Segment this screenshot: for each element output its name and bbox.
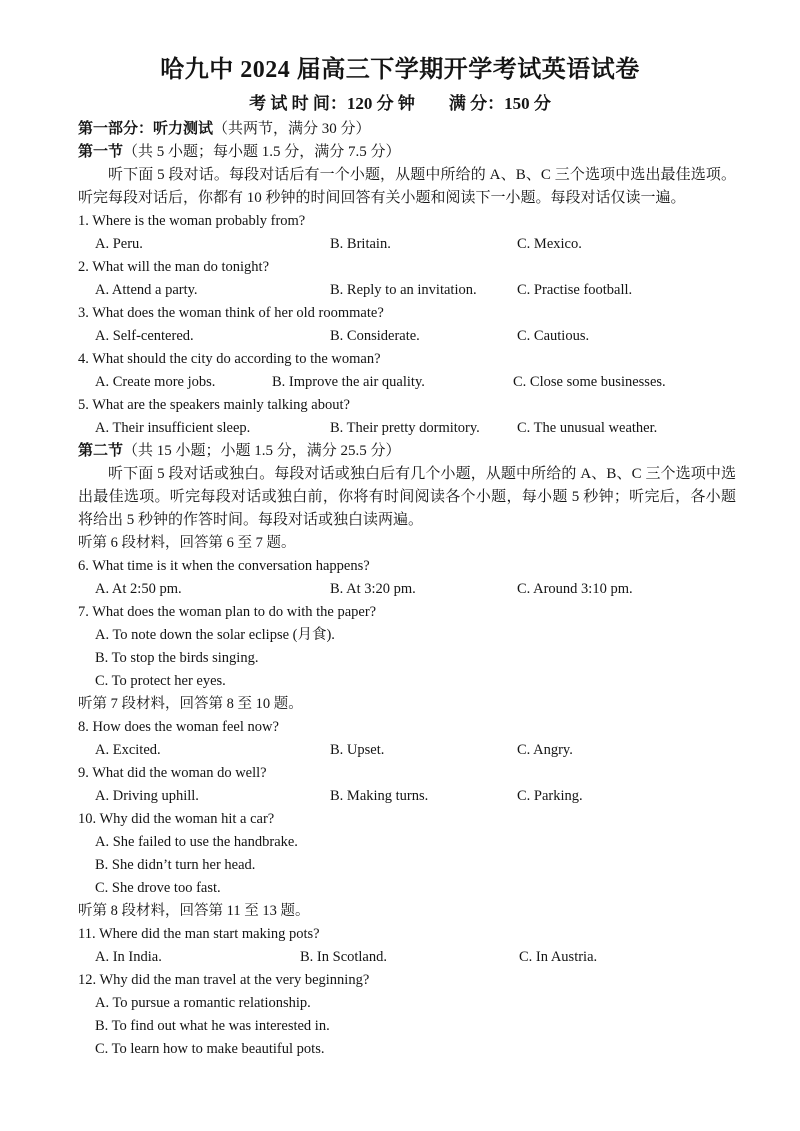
material-7-note: 听第 7 段材料，回答第 8 至 10 题。 <box>78 696 303 712</box>
option-a: A. To pursue a romantic relationship. <box>95 995 311 1011</box>
option-a: A. At 2:50 pm. <box>95 581 182 597</box>
option-b: B. At 3:20 pm. <box>330 581 416 597</box>
question-12: 12. Why did the man travel at the very beginning? <box>78 972 370 988</box>
section1-heading-label: 第一节 <box>78 144 124 160</box>
question-8-options <box>78 739 736 762</box>
section2-instructions: 听下面 5 段对话或独白。每段对话或独白后有几个小题，从题中所给的 A、B、C 三个选项中选出最佳选项。听完每段对话或独白前，你将有时间阅读各个小题，每小题 5 秒钟；听完后，各小题将给出 5 秒钟的作答时间。每段对话或独白读两遍。 <box>78 466 736 528</box>
option-c: C. In Austria. <box>519 949 598 965</box>
option-a: A. To note down the solar eclipse (月食). <box>95 627 335 643</box>
option-b: B. Considerate. <box>330 328 420 344</box>
question-6-options <box>78 578 736 601</box>
option-c: C. To learn how to make beautiful pots. <box>95 1041 325 1057</box>
option-b: B. To find out what he was interested in. <box>95 1018 330 1034</box>
option-b: B. Their pretty dormitory. <box>330 420 480 436</box>
section1-heading <box>78 141 736 164</box>
question-9-options <box>78 785 736 808</box>
question-1: 1. Where is the woman probably from? <box>78 213 306 229</box>
question-9: 9. What did the woman do well? <box>78 765 267 781</box>
option-a: A. Excited. <box>95 742 161 758</box>
option-b: B. Britain. <box>330 236 391 252</box>
question-6: 6. What time is it when the conversation happens? <box>78 558 370 574</box>
option-b: B. Improve the air quality. <box>272 374 425 390</box>
question-10: 10. Why did the woman hit a car? <box>78 811 275 827</box>
question-11: 11. Where did the man start making pots? <box>78 926 320 942</box>
section2-heading-label: 第二节 <box>78 443 124 459</box>
section2-heading-note: （共 15 小题；小题 1.5 分，满分 25.5 分） <box>123 443 401 459</box>
question-5: 5. What are the speakers mainly talking about? <box>78 397 350 413</box>
option-c: C. Parking. <box>517 788 583 804</box>
option-a: A. In India. <box>95 949 162 965</box>
option-b: B. To stop the birds singing. <box>95 650 259 666</box>
question-5-options <box>78 417 736 440</box>
section2-heading <box>78 440 736 463</box>
question-1-options <box>78 233 736 256</box>
question-3: 3. What does the woman think of her old roommate? <box>78 305 384 321</box>
option-c: C. Mexico. <box>517 236 582 252</box>
material-6-note: 听第 6 段材料，回答第 6 至 7 题。 <box>78 535 296 551</box>
option-c: C. Cautious. <box>517 328 590 344</box>
option-a: A. Their insufficient sleep. <box>95 420 251 436</box>
part1-heading <box>78 118 736 141</box>
exam-content <box>78 118 736 1061</box>
exam-total-score: 满 分：150 分 <box>448 94 551 113</box>
option-b: B. She didn’t turn her head. <box>95 857 256 873</box>
question-2: 2. What will the man do tonight? <box>78 259 270 275</box>
option-c: C. Close some businesses. <box>513 374 666 390</box>
part1-heading-label: 第一部分：听力测试 <box>78 121 214 137</box>
question-8: 8. How does the woman feel now? <box>78 719 279 735</box>
exam-subtitle <box>0 92 800 116</box>
option-b: B. In Scotland. <box>300 949 387 965</box>
question-2-options <box>78 279 736 302</box>
exam-title: 哈九中 2024 届高三下学期开学考试英语试卷 <box>160 57 640 83</box>
exam-duration: 考 试 时 间：120 分 钟 <box>249 94 415 113</box>
option-c: C. Practise football. <box>517 282 633 298</box>
option-a: A. Driving uphill. <box>95 788 199 804</box>
option-b: B. Reply to an invitation. <box>330 282 477 298</box>
option-b: B. Upset. <box>330 742 385 758</box>
question-7: 7. What does the woman plan to do with the paper? <box>78 604 377 620</box>
option-c: C. She drove too fast. <box>95 880 221 896</box>
part1-heading-note: （共两节，满分 30 分） <box>213 121 371 137</box>
option-a: A. Self-centered. <box>95 328 194 344</box>
material-8-note: 听第 8 段材料，回答第 11 至 13 题。 <box>78 903 310 919</box>
question-3-options <box>78 325 736 348</box>
question-4-options <box>78 371 736 394</box>
option-c: C. Around 3:10 pm. <box>517 581 633 597</box>
option-a: A. Attend a party. <box>95 282 198 298</box>
option-a: A. Peru. <box>95 236 143 252</box>
option-c: C. Angry. <box>517 742 573 758</box>
option-b: B. Making turns. <box>330 788 429 804</box>
question-11-options <box>78 946 736 969</box>
option-a: A. Create more jobs. <box>95 374 216 390</box>
section1-heading-note: （共 5 小题；每小题 1.5 分，满分 7.5 分） <box>123 144 401 160</box>
option-a: A. She failed to use the handbrake. <box>95 834 298 850</box>
option-c: C. The unusual weather. <box>517 420 658 436</box>
section1-instructions: 听下面 5 段对话。每段对话后有一个小题，从题中所给的 A、B、C 三个选项中选出最佳选项。听完每段对话后，你都有 10 秒钟的时间回答有关小题和阅读下一小题。每段对话仅读一遍。 <box>78 167 736 206</box>
option-c: C. To protect her eyes. <box>95 673 226 689</box>
question-4: 4. What should the city do according to the woman? <box>78 351 381 367</box>
